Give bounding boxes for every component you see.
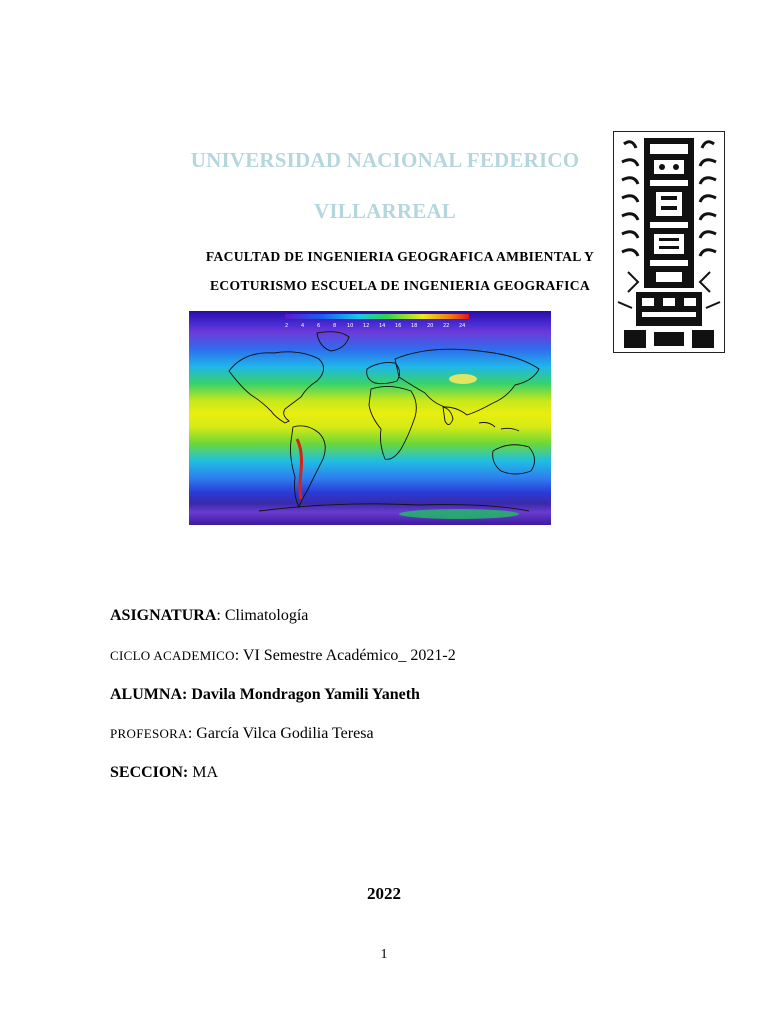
faculty-line-1: FACULTAD DE INGENIERIA GEOGRAFICA AMBIENTAL Y: [205, 249, 595, 264]
cycle-row: [110, 647, 456, 665]
tibet-highlight: [449, 374, 477, 384]
student-value: Davila Mondragon Yamili Yaneth: [187, 686, 420, 703]
colorbar-tick: 4: [301, 323, 305, 329]
teacher-value: : García Vilca Godilia Teresa: [187, 725, 374, 742]
wiracocha-deity-engraving-icon: [613, 131, 725, 353]
university-title-line-1: UNIVERSIDAD NACIONAL FEDERICO: [190, 148, 580, 172]
colorbar-tick: 6: [317, 323, 321, 329]
cycle-value: : VI Semestre Académico_ 2021-2: [234, 647, 456, 664]
colorbar-tick: 2: [285, 323, 289, 329]
page-number: 1: [380, 947, 388, 962]
section-label: SECCION:: [110, 764, 189, 781]
colorbar-tick: 20: [427, 323, 434, 329]
university-title-line-2: VILLARREAL: [313, 199, 457, 223]
antarctic-band: [399, 509, 519, 519]
colorbar: [285, 314, 469, 319]
colorbar-tick: 14: [379, 323, 386, 329]
student-label: ALUMNA:: [110, 686, 188, 703]
section-row: [110, 764, 218, 782]
colorbar-tick: 8: [333, 323, 337, 329]
student-row: [110, 686, 420, 704]
year: 2022: [367, 884, 401, 903]
colorbar-tick: 10: [347, 323, 354, 329]
continent-outlines: [229, 332, 539, 511]
section-value: MA: [188, 764, 219, 781]
world-temperature-map: [189, 311, 551, 525]
andes-hotspot: [297, 439, 302, 499]
subject-label: ASIGNATURA: [110, 607, 217, 624]
subject-value: : Climatología: [216, 607, 309, 624]
colorbar-tick: 18: [411, 323, 418, 329]
faculty-line-2: ECOTURISMO ESCUELA DE INGENIERIA GEOGRAFICA: [210, 278, 590, 293]
teacher-row: [110, 725, 374, 743]
colorbar-tick: 24: [459, 323, 466, 329]
colorbar-tick: 12: [363, 323, 370, 329]
cycle-label: CICLO ACADEMICO: [110, 648, 235, 663]
colorbar-tick: 22: [443, 323, 450, 329]
colorbar-tick: 16: [395, 323, 402, 329]
teacher-label: PROFESORA: [110, 726, 188, 741]
subject-row: [110, 607, 308, 625]
colorbar-ticks: [285, 323, 465, 329]
